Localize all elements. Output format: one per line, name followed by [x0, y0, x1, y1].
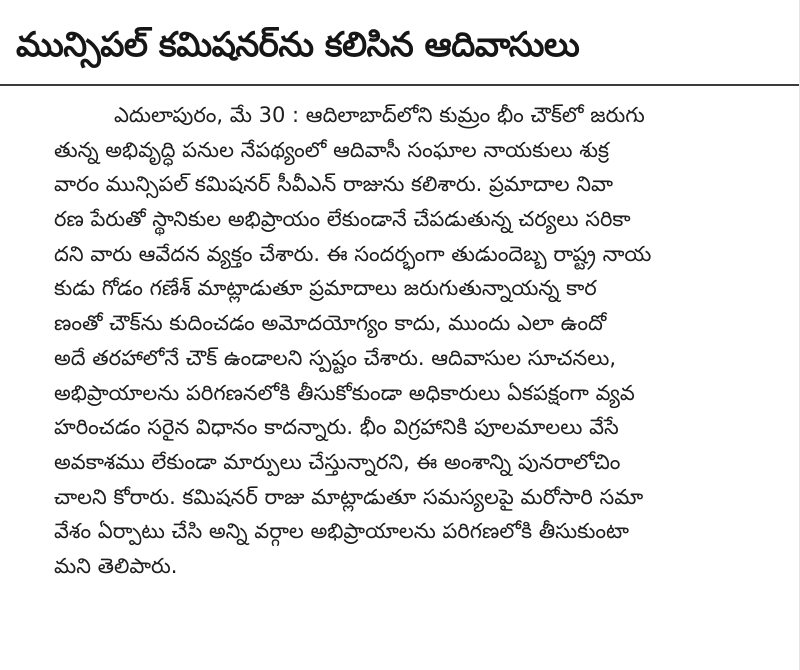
- article-line: చాలని కోరారు. కమిషనర్ రాజు మాట్లాడుతూ సమస్యలపై మరోసారి సమా: [54, 484, 644, 509]
- article-line: ఎదులాపురం, మే 30 : ఆదిలాబాద్‌లోని కుమ్రం భీం చౌక్‌లో జరుగు: [114, 103, 645, 127]
- article-line: అదే తరహాలోనే చౌక్ ఉండాలని స్పష్టం చేశారు. ఆదివాసుల సూచనలు,: [54, 345, 617, 370]
- article-line: కుడు గోడం గణేశ్ మాట్లాడుతూ ప్రమాదాలు జరుగుతున్నాయన్న కార: [54, 276, 597, 301]
- article-line: అవకాశము లేకుండా మార్పులు చేస్తున్నారని, ఈ అంశాన్ని పునరాలోచిం: [54, 449, 621, 474]
- article-line: వేశం ఏర్పాటు చేసి అన్ని వర్గాల అభిప్రాయాలను పరిగణలోకి తీసుకుంటా: [54, 519, 629, 544]
- article-line: వారం మున్సిపల్ కమిషనర్ సీవీఎన్ రాజును కలిశారు. ప్రమాదాల నివా: [54, 172, 613, 197]
- article-line: రణ పేరుతో స్థానికుల అభిప్రాయం లేకుండానే చేపడుతున్న చర్యలు సరికా: [54, 207, 631, 232]
- article-line: అభిప్రాయాలను పరిగణనలోకి తీసుకోకుండా అధికారులు ఏకపక్షంగా వ్యవ: [54, 380, 635, 405]
- article-line: తున్న అభివృద్ధి పనుల నేపథ్యంలో ఆదివాసీ సంఘాల నాయకులు శుక్ర: [54, 137, 610, 162]
- headline: మున్సిపల్ కమిషనర్‌ను కలిసిన ఆదివాసులు: [16, 25, 580, 65]
- article-line: మని తెలిపారు.: [54, 553, 178, 578]
- article-line: ణంతో చౌక్‌ను కుదించడం అమోదయోగ్యం కాదు, ముందు ఎలా ఉందో: [54, 311, 607, 336]
- article-line: దని వారు ఆవేదన వ్యక్తం చేశారు. ఈ సందర్భంగా తుడుందెబ్బ రాష్ట్ర నాయ: [54, 241, 652, 266]
- article-body: [0, 86, 799, 584]
- article-line: హరించడం సరైన విధానం కాదన్నారు. భీం విగ్రహానికి పూలమాలలు వేసే: [54, 415, 619, 440]
